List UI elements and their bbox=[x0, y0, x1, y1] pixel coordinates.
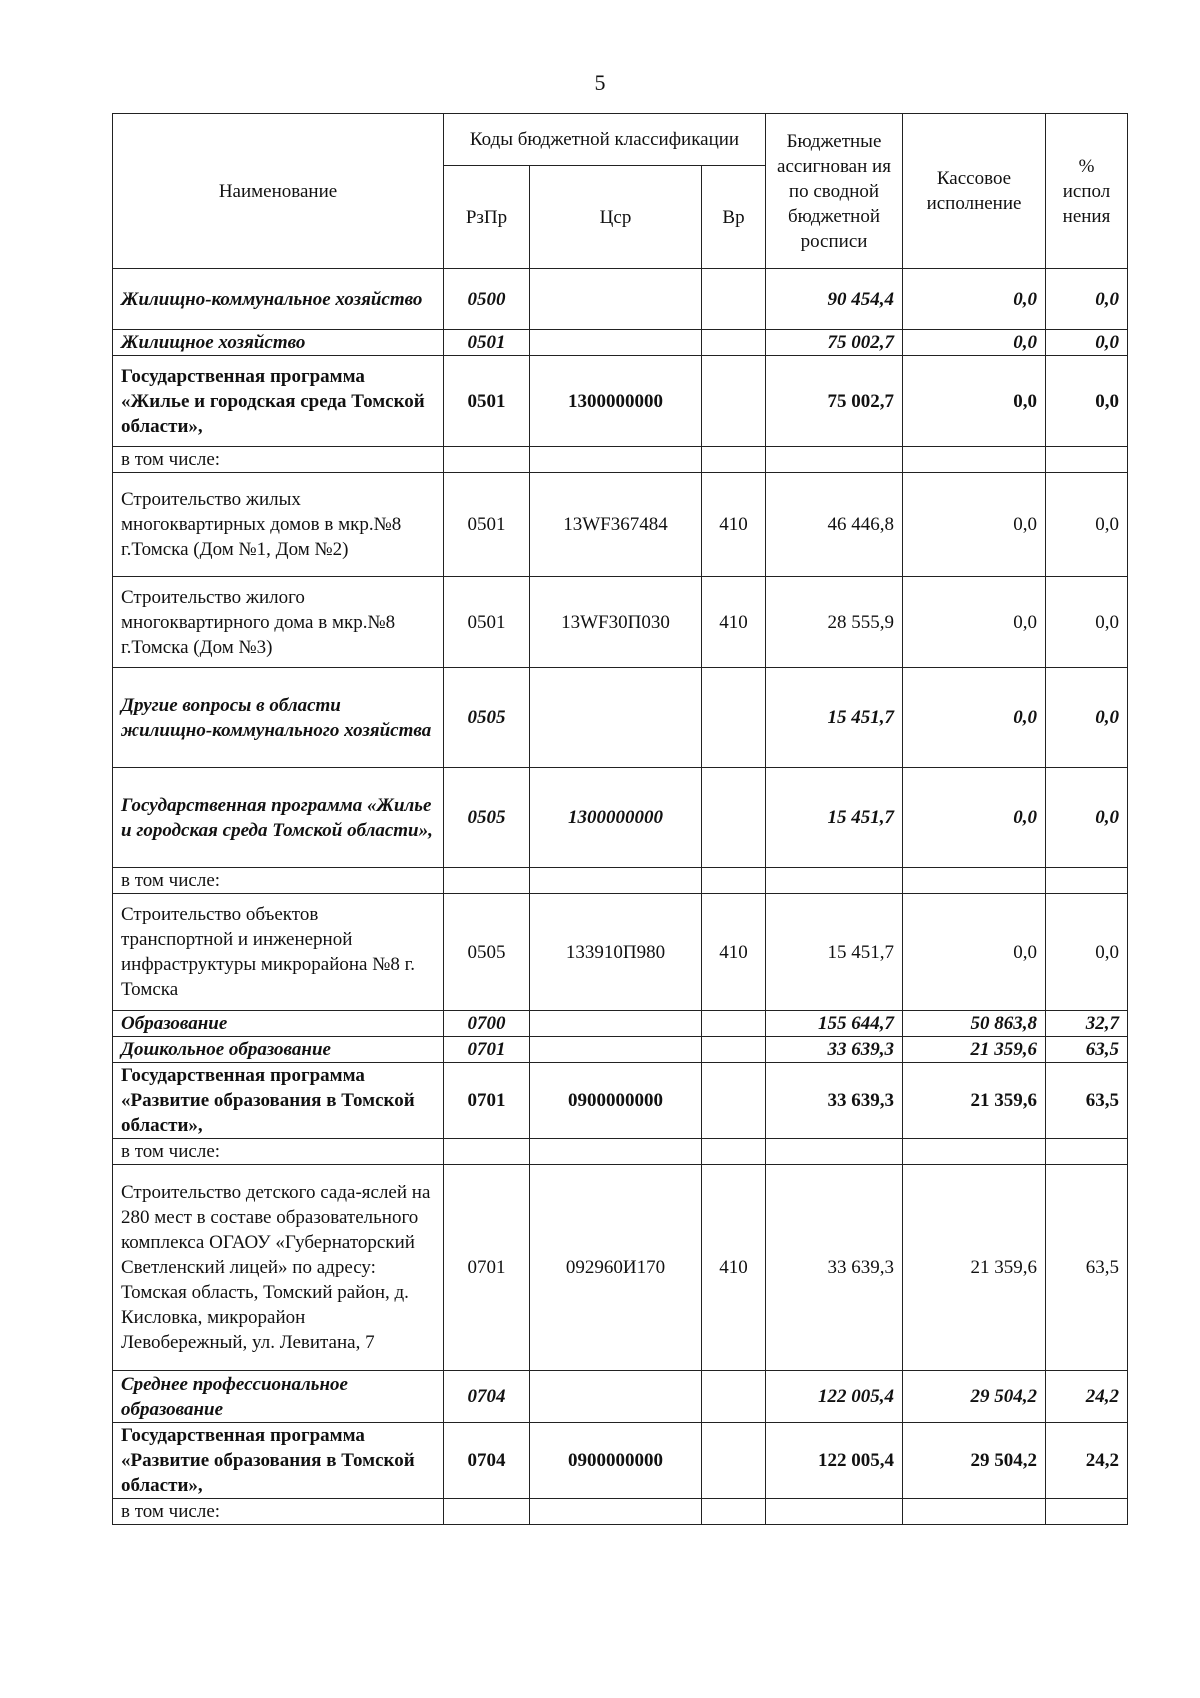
cell-csr: 0900000000 bbox=[530, 1063, 702, 1139]
cell-vr bbox=[702, 768, 766, 868]
cell-percent: 0,0 bbox=[1046, 356, 1128, 447]
cell-cash bbox=[903, 1499, 1046, 1525]
table-row bbox=[113, 1423, 1128, 1499]
cell-cash: 29 504,2 bbox=[903, 1371, 1046, 1423]
cell-budget: 75 002,7 bbox=[766, 330, 903, 356]
table-row bbox=[113, 894, 1128, 1011]
cell-rzpr bbox=[444, 868, 530, 894]
cell-rzpr: 0700 bbox=[444, 1011, 530, 1037]
cell-csr: 1300000000 bbox=[530, 768, 702, 868]
cell-name: Строительство детского сада-яслей на 280 мест в составе образовательного комплекса ОГАОУ «Губернаторский Светленский лицей» по адресу: Томская область, Томский район, д. Кисловка, микрорайон Левобережный, ул. Левитана, 7 bbox=[113, 1165, 444, 1371]
cell-rzpr: 0501 bbox=[444, 577, 530, 668]
cell-percent: 0,0 bbox=[1046, 768, 1128, 868]
cell-budget bbox=[766, 868, 903, 894]
cell-vr bbox=[702, 447, 766, 473]
cell-budget: 33 639,3 bbox=[766, 1037, 903, 1063]
cell-budget: 33 639,3 bbox=[766, 1063, 903, 1139]
cell-name: Жилищно-коммунальное хозяйство bbox=[113, 269, 444, 330]
cell-name: Строительство жилых многоквартирных домов в мкр.№8 г.Томска (Дом №1, Дом №2) bbox=[113, 473, 444, 577]
cell-budget bbox=[766, 1499, 903, 1525]
cell-percent: 0,0 bbox=[1046, 269, 1128, 330]
cell-name: в том числе: bbox=[113, 1139, 444, 1165]
cell-percent: 32,7 bbox=[1046, 1011, 1128, 1037]
cell-rzpr: 0701 bbox=[444, 1165, 530, 1371]
cell-cash: 50 863,8 bbox=[903, 1011, 1046, 1037]
cell-cash: 0,0 bbox=[903, 356, 1046, 447]
header-csr: Цср bbox=[530, 166, 702, 269]
cell-cash: 0,0 bbox=[903, 577, 1046, 668]
cell-vr bbox=[702, 668, 766, 768]
cell-name: Строительство объектов транспортной и инженерной инфраструктуры микрорайона №8 г. Томска bbox=[113, 894, 444, 1011]
cell-csr bbox=[530, 1499, 702, 1525]
cell-csr bbox=[530, 1037, 702, 1063]
cell-csr bbox=[530, 868, 702, 894]
table-row bbox=[113, 1139, 1128, 1165]
cell-percent: 0,0 bbox=[1046, 668, 1128, 768]
cell-budget: 28 555,9 bbox=[766, 577, 903, 668]
cell-rzpr bbox=[444, 1139, 530, 1165]
cell-csr bbox=[530, 1011, 702, 1037]
cell-csr bbox=[530, 1371, 702, 1423]
cell-percent bbox=[1046, 868, 1128, 894]
cell-cash bbox=[903, 447, 1046, 473]
table-row bbox=[113, 1063, 1128, 1139]
page-number: 5 bbox=[594, 70, 606, 95]
cell-budget: 15 451,7 bbox=[766, 768, 903, 868]
cell-cash bbox=[903, 1139, 1046, 1165]
table-row bbox=[113, 1165, 1128, 1371]
cell-cash bbox=[903, 868, 1046, 894]
table-row bbox=[113, 1371, 1128, 1423]
cell-cash: 21 359,6 bbox=[903, 1165, 1046, 1371]
cell-name: Строительство жилого многоквартирного дома в мкр.№8 г.Томска (Дом №3) bbox=[113, 577, 444, 668]
cell-csr bbox=[530, 330, 702, 356]
cell-percent: 0,0 bbox=[1046, 473, 1128, 577]
cell-rzpr: 0505 bbox=[444, 894, 530, 1011]
cell-budget: 15 451,7 bbox=[766, 668, 903, 768]
header-vr: Вр bbox=[702, 166, 766, 269]
table-row bbox=[113, 330, 1128, 356]
cell-budget bbox=[766, 1139, 903, 1165]
cell-percent: 0,0 bbox=[1046, 330, 1128, 356]
cell-rzpr: 0505 bbox=[444, 768, 530, 868]
table-row bbox=[113, 356, 1128, 447]
cell-rzpr: 0505 bbox=[444, 668, 530, 768]
cell-name: Государственная программа «Развитие образования в Томской области», bbox=[113, 1063, 444, 1139]
cell-name: Жилищное хозяйство bbox=[113, 330, 444, 356]
cell-budget: 75 002,7 bbox=[766, 356, 903, 447]
header-rzpr: РзПр bbox=[444, 166, 530, 269]
cell-vr bbox=[702, 868, 766, 894]
cell-vr: 410 bbox=[702, 1165, 766, 1371]
table-row bbox=[113, 1499, 1128, 1525]
cell-budget: 15 451,7 bbox=[766, 894, 903, 1011]
cell-budget: 46 446,8 bbox=[766, 473, 903, 577]
cell-rzpr: 0501 bbox=[444, 330, 530, 356]
table-row bbox=[113, 1011, 1128, 1037]
cell-vr bbox=[702, 1037, 766, 1063]
cell-rzpr: 0701 bbox=[444, 1063, 530, 1139]
cell-percent: 0,0 bbox=[1046, 577, 1128, 668]
cell-name: Государственная программа «Жилье и городская среда Томской области», bbox=[113, 356, 444, 447]
cell-percent: 0,0 bbox=[1046, 894, 1128, 1011]
cell-budget: 33 639,3 bbox=[766, 1165, 903, 1371]
cell-rzpr bbox=[444, 1499, 530, 1525]
table-row bbox=[113, 447, 1128, 473]
cell-csr: 092960И170 bbox=[530, 1165, 702, 1371]
table-row bbox=[113, 1037, 1128, 1063]
cell-name: Государственная программа «Развитие образования в Томской области», bbox=[113, 1423, 444, 1499]
cell-csr: 13WF30П030 bbox=[530, 577, 702, 668]
cell-cash: 0,0 bbox=[903, 768, 1046, 868]
cell-csr bbox=[530, 668, 702, 768]
header-budget: Бюджетные ассигнован ия по сводной бюджетной росписи bbox=[766, 114, 903, 269]
table-row bbox=[113, 868, 1128, 894]
cell-budget bbox=[766, 447, 903, 473]
cell-name: Другие вопросы в области жилищно-коммунального хозяйства bbox=[113, 668, 444, 768]
cell-cash: 0,0 bbox=[903, 473, 1046, 577]
cell-csr bbox=[530, 1139, 702, 1165]
table-row bbox=[113, 269, 1128, 330]
cell-cash: 0,0 bbox=[903, 894, 1046, 1011]
cell-rzpr bbox=[444, 447, 530, 473]
cell-csr: 133910П980 bbox=[530, 894, 702, 1011]
cell-rzpr: 0500 bbox=[444, 269, 530, 330]
cell-cash: 21 359,6 bbox=[903, 1063, 1046, 1139]
cell-cash: 29 504,2 bbox=[903, 1423, 1046, 1499]
cell-name: Среднее профессиональное образование bbox=[113, 1371, 444, 1423]
header-cash: Кассовое исполнение bbox=[903, 114, 1046, 269]
table-row bbox=[113, 577, 1128, 668]
table-row bbox=[113, 473, 1128, 577]
header-percent: % испол нения bbox=[1046, 114, 1128, 269]
cell-name: Государственная программа «Жилье и городская среда Томской области», bbox=[113, 768, 444, 868]
cell-name: в том числе: bbox=[113, 868, 444, 894]
cell-vr bbox=[702, 1063, 766, 1139]
budget-table bbox=[112, 113, 1128, 1525]
cell-vr: 410 bbox=[702, 894, 766, 1011]
cell-csr: 13WF367484 bbox=[530, 473, 702, 577]
cell-vr: 410 bbox=[702, 577, 766, 668]
cell-percent bbox=[1046, 1139, 1128, 1165]
cell-csr bbox=[530, 447, 702, 473]
cell-percent: 63,5 bbox=[1046, 1063, 1128, 1139]
header-codes-group: Коды бюджетной классификации bbox=[444, 114, 766, 166]
cell-vr bbox=[702, 1423, 766, 1499]
cell-cash: 0,0 bbox=[903, 269, 1046, 330]
table-row bbox=[113, 668, 1128, 768]
cell-rzpr: 0701 bbox=[444, 1037, 530, 1063]
table-row bbox=[113, 768, 1128, 868]
cell-percent: 24,2 bbox=[1046, 1423, 1128, 1499]
cell-name: Образование bbox=[113, 1011, 444, 1037]
cell-percent: 63,5 bbox=[1046, 1165, 1128, 1371]
cell-budget: 90 454,4 bbox=[766, 269, 903, 330]
cell-name: в том числе: bbox=[113, 1499, 444, 1525]
cell-name: Дошкольное образование bbox=[113, 1037, 444, 1063]
cell-vr bbox=[702, 1371, 766, 1423]
cell-percent bbox=[1046, 447, 1128, 473]
cell-percent bbox=[1046, 1499, 1128, 1525]
cell-rzpr: 0501 bbox=[444, 356, 530, 447]
cell-cash: 0,0 bbox=[903, 330, 1046, 356]
cell-rzpr: 0704 bbox=[444, 1371, 530, 1423]
cell-csr: 1300000000 bbox=[530, 356, 702, 447]
cell-rzpr: 0704 bbox=[444, 1423, 530, 1499]
cell-vr bbox=[702, 356, 766, 447]
cell-percent: 63,5 bbox=[1046, 1037, 1128, 1063]
cell-vr: 410 bbox=[702, 473, 766, 577]
cell-csr: 0900000000 bbox=[530, 1423, 702, 1499]
cell-vr bbox=[702, 1499, 766, 1525]
cell-csr bbox=[530, 269, 702, 330]
cell-budget: 122 005,4 bbox=[766, 1371, 903, 1423]
cell-cash: 21 359,6 bbox=[903, 1037, 1046, 1063]
cell-vr bbox=[702, 330, 766, 356]
cell-cash: 0,0 bbox=[903, 668, 1046, 768]
cell-vr bbox=[702, 1011, 766, 1037]
cell-budget: 155 644,7 bbox=[766, 1011, 903, 1037]
cell-rzpr: 0501 bbox=[444, 473, 530, 577]
cell-name: в том числе: bbox=[113, 447, 444, 473]
cell-vr bbox=[702, 1139, 766, 1165]
cell-percent: 24,2 bbox=[1046, 1371, 1128, 1423]
header-name: Наименование bbox=[113, 114, 444, 269]
cell-budget: 122 005,4 bbox=[766, 1423, 903, 1499]
cell-vr bbox=[702, 269, 766, 330]
